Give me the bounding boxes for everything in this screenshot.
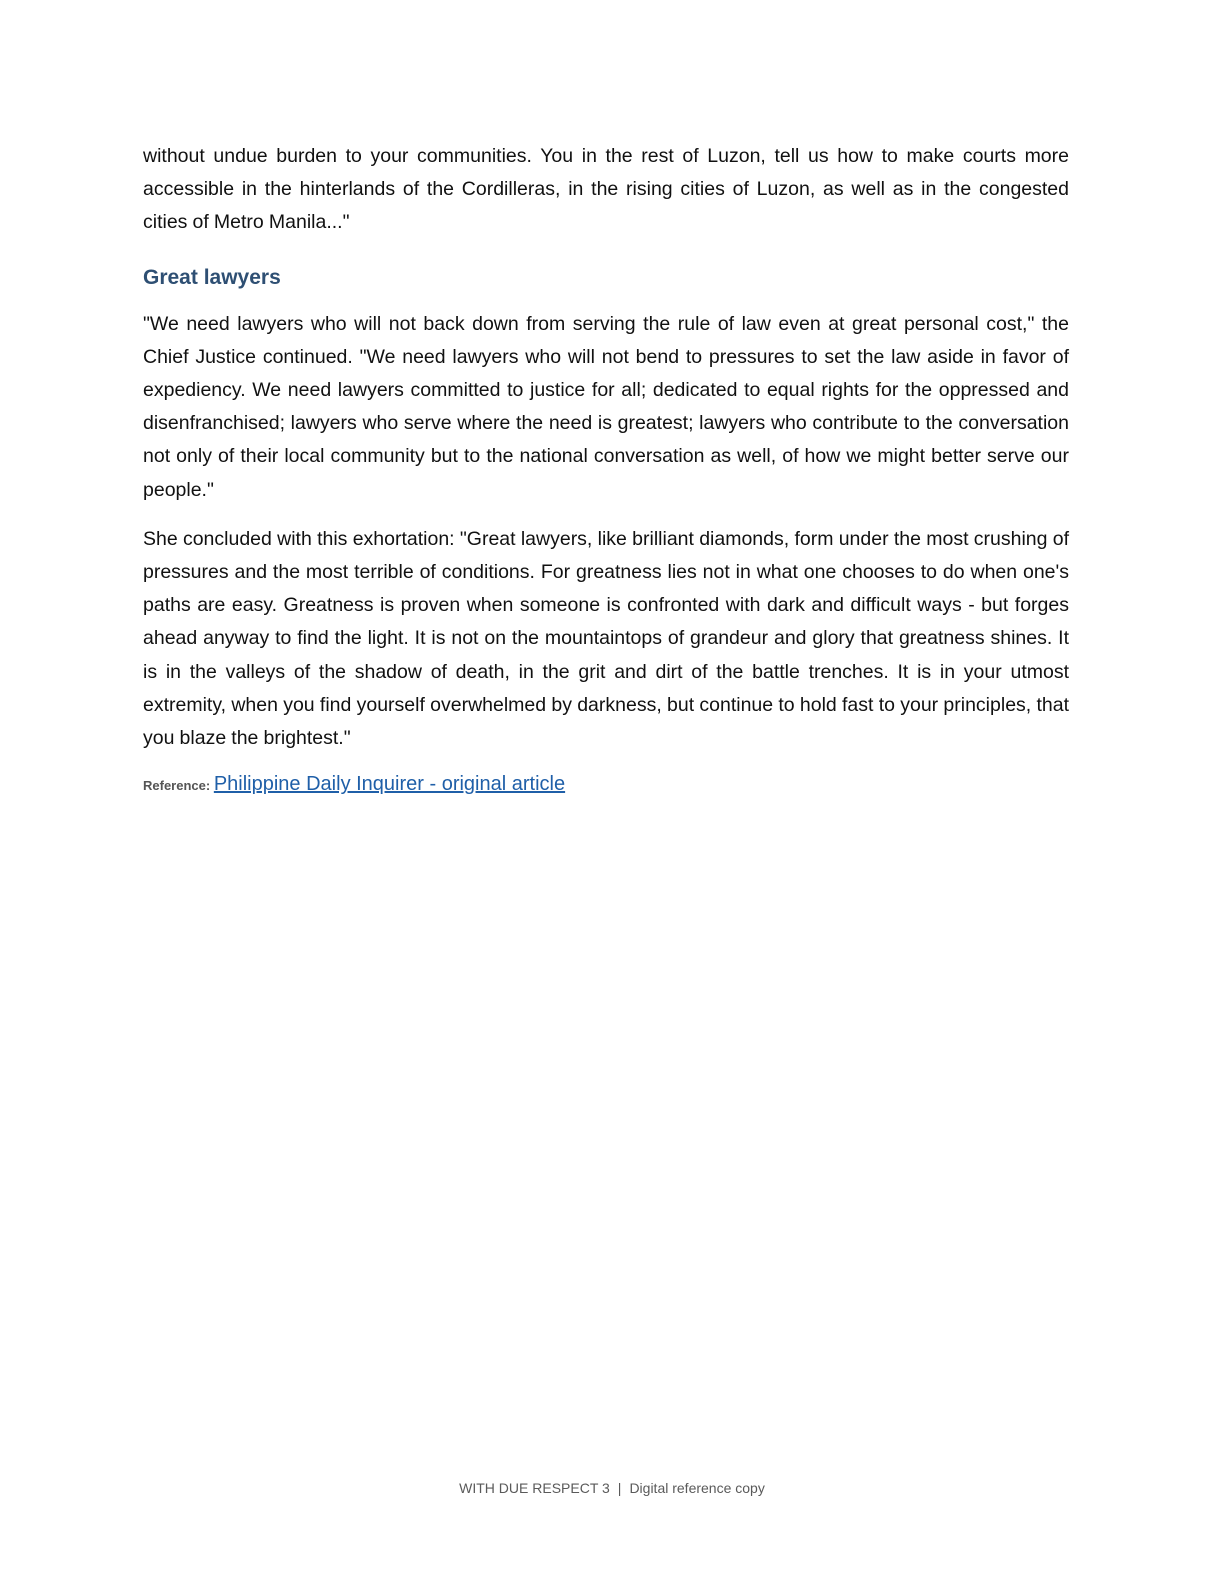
footer-subtitle: Digital reference copy — [629, 1480, 765, 1496]
footer-title: WITH DUE RESPECT 3 — [459, 1480, 610, 1496]
body-paragraph: without undue burden to your communities. You in the rest of Luzon, tell us how to make courts more accessible in the hinterlands of the Cordilleras, in the rising cities of Luzon, as well as in the congested cities of Metro Manila..." — [143, 145, 1069, 234]
reference-label: Reference: — [143, 778, 211, 794]
page-footer — [0, 1478, 1224, 1498]
footer-separator: | — [617, 1480, 622, 1496]
reference-link[interactable]: Philippine Daily Inquirer - original article — [213, 773, 566, 796]
page-content — [143, 140, 1069, 801]
body-paragraph: She concluded with this exhortation: "Great lawyers, like brilliant diamonds, form under the most crushing of pressures and the most terrible of conditions. For greatness lies not in what one chooses to do when one's paths are easy. Greatness is proven when someone is confronted with dark and difficult ways - but forges ahead anyway to find the light. It is not on the mountaintops of grandeur and glory that greatness shines. It is in the valleys of the shadow of death, in the grit and dirt of the battle trenches. It is in your utmost extremity, when you find yourself overwhelmed by darkness, but continue to hold fast to your principles, that you blaze the brightest." — [143, 527, 1069, 750]
section-heading: Great lawyers — [143, 265, 281, 289]
reference-line — [143, 769, 1069, 801]
body-paragraph: "We need lawyers who will not back down from serving the rule of law even at great personal cost," the Chief Justice continued. "We need lawyers who will not bend to pressures to set the law aside in favor of expediency. We need lawyers committed to justice for all; dedicated to equal rights for the oppressed and disenfranchised; lawyers who serve where the need is greatest; lawyers who contribute to the conversation not only of their local community but to the national conversation as well, of how we might better serve our people." — [143, 312, 1069, 501]
